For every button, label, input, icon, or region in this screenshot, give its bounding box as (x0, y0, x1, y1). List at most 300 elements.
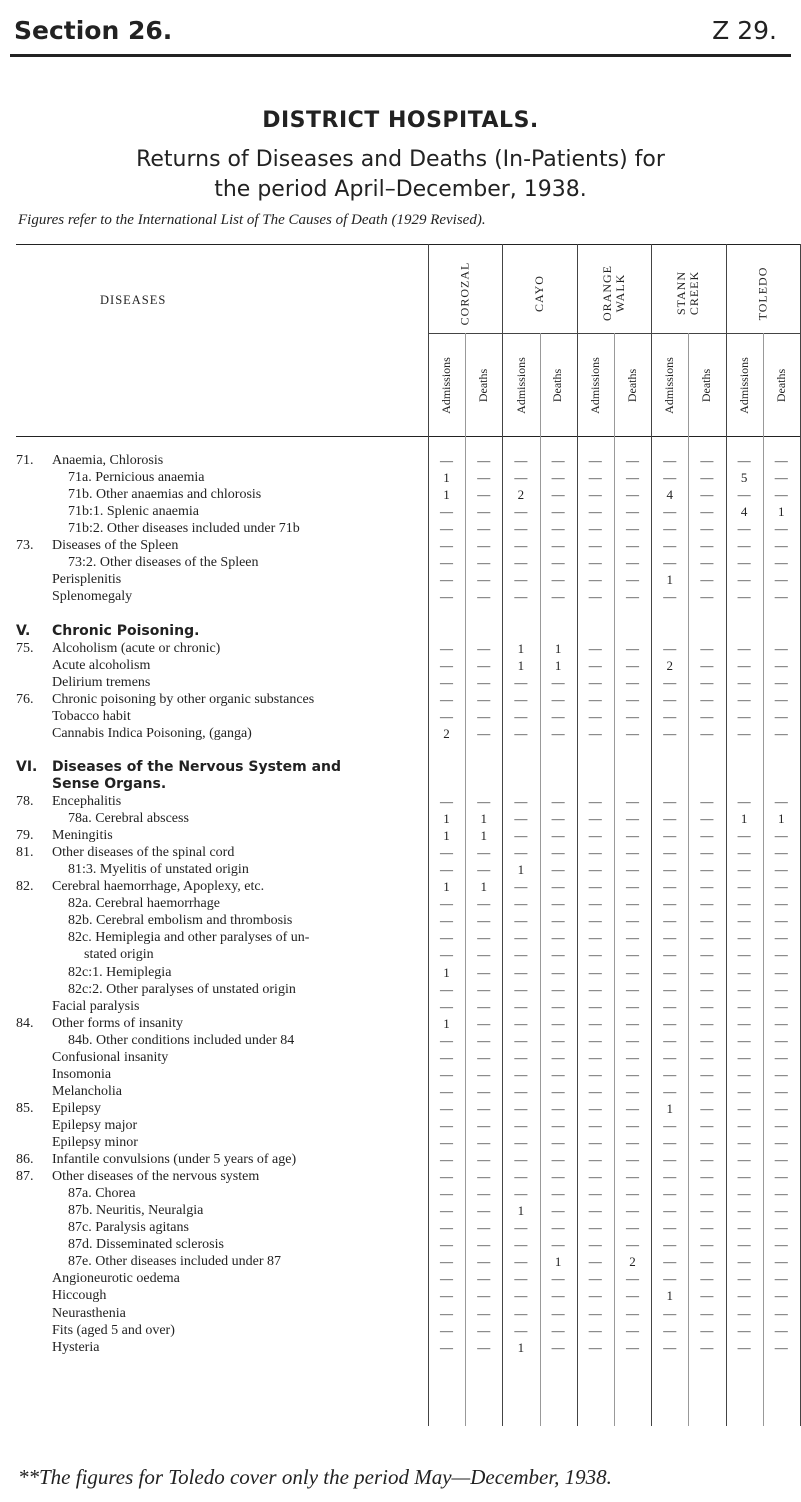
deaths-cell: — (626, 1049, 639, 1065)
admissions-cell: — (737, 913, 751, 929)
table-row (0, 503, 801, 520)
deaths-cell: — (477, 1305, 491, 1321)
deaths-cell: — (774, 1015, 788, 1031)
deaths-cell: — (774, 1066, 788, 1082)
deaths-cell: — (700, 487, 714, 503)
admissions-cell: — (737, 1066, 751, 1082)
admissions-cell: — (663, 811, 677, 827)
admissions-cell: 1 (443, 964, 450, 980)
hospital-name: TOLEDO (755, 266, 770, 320)
admissions-cell: 1 (666, 1288, 673, 1304)
deaths-cell: — (477, 1288, 491, 1304)
admissions-cell: — (588, 487, 602, 503)
deaths-cell: — (477, 981, 491, 997)
disease-label: 82c:1. Hemiplegia (68, 964, 172, 980)
admissions-cell: 1 (443, 828, 450, 844)
hospital-header (726, 258, 800, 328)
admissions-cell: — (514, 572, 528, 588)
deaths-cell: — (626, 913, 639, 929)
admissions-cell: — (737, 947, 751, 963)
deaths-header (763, 340, 800, 430)
deaths-header (540, 340, 577, 430)
table-row (0, 998, 801, 1015)
deaths-cell: — (700, 998, 714, 1014)
deaths-cell: — (477, 725, 491, 741)
deaths-cell: — (551, 794, 565, 809)
deaths-cell: 2 (629, 1254, 636, 1270)
deaths-cell: — (551, 1305, 565, 1321)
deaths-header (465, 340, 502, 430)
deaths-cell: — (774, 930, 788, 946)
table-row (0, 1287, 801, 1304)
disease-label: Acute alcoholism (52, 657, 151, 673)
table-row (0, 1049, 801, 1066)
deaths-cell: — (626, 657, 639, 673)
deaths-cell: — (626, 521, 639, 537)
deaths-cell: — (774, 470, 788, 486)
deaths-cell: — (700, 538, 714, 554)
admissions-cell: — (514, 1083, 528, 1099)
admissions-cell: — (737, 964, 751, 980)
deaths-cell: — (626, 1066, 639, 1082)
deaths-cell: — (551, 555, 565, 571)
deaths-cell: — (626, 1322, 639, 1338)
deaths-cell: — (774, 1339, 788, 1355)
deaths-cell: — (774, 725, 788, 741)
deaths-cell: — (477, 691, 491, 707)
admissions-cell: — (663, 453, 677, 468)
deaths-cell: — (700, 947, 714, 963)
table-row (0, 1219, 801, 1236)
admissions-cell: — (514, 725, 528, 741)
admissions-cell: 1 (443, 811, 450, 827)
table-row (0, 1339, 801, 1356)
admissions-cell: — (514, 947, 528, 963)
admissions-cell: — (737, 998, 751, 1014)
admissions-cell: — (588, 708, 602, 724)
disease-label: Hysteria (52, 1339, 100, 1355)
disease-label: Cerebral haemorrhage, Apoplexy, etc. (52, 879, 265, 895)
admissions-cell: — (514, 1135, 528, 1150)
admissions-cell: — (588, 470, 602, 486)
admissions-cell: 1 (740, 811, 748, 827)
admissions-cell: — (588, 1083, 602, 1099)
admissions-cell: — (663, 1135, 677, 1150)
admissions-cell: — (440, 981, 453, 997)
table-row (0, 520, 801, 537)
deaths-cell: — (477, 1271, 491, 1287)
table-row (0, 657, 801, 674)
deaths-cell: — (774, 862, 788, 878)
admissions-cell: — (440, 453, 453, 468)
deaths-cell: — (626, 538, 639, 554)
admissions-cell: — (737, 572, 751, 588)
admissions-cell: — (440, 691, 453, 707)
admissions-cell: — (440, 1322, 453, 1338)
admissions-cell: 1 (517, 1339, 525, 1355)
table-row (0, 1270, 801, 1287)
table-row (0, 605, 801, 622)
admissions-cell: — (440, 1237, 453, 1253)
deaths-cell: — (774, 1100, 788, 1116)
admissions-cell: — (588, 1288, 602, 1304)
deaths-cell: — (774, 589, 788, 605)
admissions-cell: — (663, 725, 677, 741)
subheader-label: Deaths (476, 368, 491, 402)
admissions-cell: — (737, 794, 751, 809)
table-row (0, 1117, 801, 1134)
table-row (0, 1253, 801, 1270)
disease-label: Chronic Poisoning. (52, 622, 200, 639)
disease-label: 82c. Hemiplegia and other paralyses of un- (68, 930, 310, 946)
admissions-cell: — (663, 1083, 677, 1099)
section-label: Section 26. (14, 16, 173, 45)
admissions-cell: — (588, 1100, 602, 1116)
row-number: 76. (16, 691, 34, 707)
deaths-cell: — (626, 1117, 639, 1133)
admissions-cell: — (440, 521, 453, 537)
admissions-cell: — (663, 589, 677, 605)
hospital-name: ORANGE WALK (599, 265, 627, 321)
admissions-cell: — (663, 1237, 677, 1253)
deaths-cell: — (551, 998, 565, 1014)
admissions-cell: — (737, 1186, 751, 1202)
table-row (0, 793, 801, 810)
admissions-cell: 4 (666, 487, 673, 503)
admissions-cell: — (588, 640, 602, 656)
deaths-cell: — (774, 555, 788, 571)
admissions-cell: — (588, 1220, 602, 1236)
deaths-cell: — (626, 1220, 639, 1236)
deaths-cell: — (477, 1254, 491, 1270)
table-row (0, 588, 801, 605)
admissions-cell: — (514, 998, 528, 1014)
disease-label: 82a. Cerebral haemorrhage (68, 896, 220, 912)
deaths-cell: — (477, 657, 491, 673)
admissions-cell: — (588, 572, 602, 588)
deaths-cell: — (626, 708, 639, 724)
deaths-cell: — (700, 1117, 714, 1133)
deaths-cell: — (477, 794, 491, 809)
admissions-cell: 1 (443, 487, 450, 503)
admissions-cell: — (737, 845, 751, 861)
row-number: 82. (16, 879, 34, 895)
admissions-cell: — (588, 1322, 602, 1338)
deaths-cell: — (774, 1322, 788, 1338)
table-row (0, 469, 801, 486)
deaths-cell: — (551, 1322, 565, 1338)
deaths-cell: — (774, 487, 788, 503)
deaths-header (688, 340, 725, 430)
deaths-cell: — (477, 1322, 491, 1338)
disease-label: 78a. Cerebral abscess (68, 811, 189, 827)
deaths-cell: — (774, 1117, 788, 1133)
admissions-cell: — (588, 1015, 602, 1031)
deaths-cell: — (477, 896, 491, 912)
table-row (0, 640, 801, 657)
deaths-cell: — (477, 708, 491, 724)
admissions-cell: — (737, 1203, 751, 1219)
deaths-cell: — (700, 811, 714, 827)
admissions-cell: — (663, 674, 677, 690)
admissions-cell: — (440, 1271, 453, 1287)
table-row (0, 554, 801, 571)
deaths-cell: — (626, 1339, 639, 1355)
deaths-cell: — (700, 1220, 714, 1236)
disease-label: 71b:1. Splenic anaemia (68, 504, 200, 520)
admissions-cell: — (663, 1339, 677, 1355)
disease-label: 81:3. Myelitis of unstated origin (68, 862, 249, 878)
deaths-cell: — (700, 981, 714, 997)
admissions-cell: — (514, 1322, 528, 1338)
deaths-cell: — (477, 1083, 491, 1099)
admissions-cell: — (588, 794, 602, 809)
admissions-cell: — (440, 1152, 453, 1168)
row-number: 84. (16, 1015, 34, 1031)
deaths-cell: — (774, 1135, 788, 1150)
deaths-cell: — (477, 1339, 491, 1355)
admissions-cell: — (737, 1169, 751, 1185)
table-row (0, 1151, 801, 1168)
hospital-name: COROZAL (457, 261, 472, 325)
deaths-cell: — (700, 640, 714, 656)
admissions-cell: 1 (517, 640, 525, 656)
admissions-cell: — (440, 1066, 453, 1082)
admissions-cell: — (663, 828, 677, 844)
table-row (0, 1032, 801, 1049)
admissions-cell: — (514, 1100, 528, 1116)
deaths-cell: — (626, 1083, 639, 1099)
deaths-cell: — (626, 487, 639, 503)
admissions-cell: — (440, 589, 453, 605)
hospital-header (577, 258, 651, 328)
admissions-cell: — (588, 1049, 602, 1065)
deaths-cell: — (774, 998, 788, 1014)
admissions-cell: — (440, 657, 453, 673)
subheader-label: Admissions (513, 356, 528, 414)
table-row (0, 895, 801, 912)
deaths-cell: — (700, 896, 714, 912)
deaths-cell: — (700, 572, 714, 588)
table-row (0, 1202, 801, 1219)
admissions-cell: — (737, 555, 751, 571)
admissions-cell: — (588, 947, 602, 963)
admissions-header (726, 340, 763, 430)
deaths-cell: — (774, 1220, 788, 1236)
disease-label: Delirium tremens (52, 674, 151, 690)
deaths-cell: — (700, 1254, 714, 1270)
deaths-cell: — (700, 1083, 714, 1099)
deaths-cell: — (626, 794, 639, 809)
deaths-cell: — (700, 504, 714, 520)
hospital-name: STANN CREEK (674, 270, 702, 316)
deaths-cell: — (551, 1169, 565, 1185)
admissions-cell: — (588, 1066, 602, 1082)
deaths-cell: — (700, 1100, 714, 1116)
deaths-cell: — (626, 981, 639, 997)
admissions-cell: — (663, 862, 677, 878)
deaths-cell: — (774, 947, 788, 963)
admissions-cell: — (588, 674, 602, 690)
deaths-cell: — (626, 1152, 639, 1168)
deaths-cell: — (626, 947, 639, 963)
admissions-cell: — (514, 1288, 528, 1304)
admissions-cell: — (737, 1032, 751, 1048)
admissions-cell: — (663, 845, 677, 861)
deaths-cell: — (626, 828, 639, 844)
admissions-cell: — (440, 1203, 453, 1219)
admissions-cell: 2 (517, 487, 525, 503)
admissions-cell: — (440, 1186, 453, 1202)
deaths-cell: — (700, 1049, 714, 1065)
deaths-cell: — (626, 879, 639, 895)
deaths-cell: — (700, 1288, 714, 1304)
admissions-cell: — (663, 555, 677, 571)
deaths-cell: — (551, 1100, 565, 1116)
disease-label: Tobacco habit (52, 708, 131, 724)
admissions-cell: — (514, 1237, 528, 1253)
deaths-cell: — (477, 640, 491, 656)
admissions-cell: — (588, 930, 602, 946)
admissions-cell: — (737, 1237, 751, 1253)
admissions-cell: — (737, 1083, 751, 1099)
deaths-cell: — (626, 470, 639, 486)
admissions-cell: — (588, 998, 602, 1014)
admissions-cell: — (588, 896, 602, 912)
deaths-cell: — (477, 845, 491, 861)
deaths-cell: — (774, 1203, 788, 1219)
deaths-cell: — (551, 674, 565, 690)
deaths-cell: — (700, 913, 714, 929)
table-row (0, 964, 801, 981)
admissions-cell: — (440, 674, 453, 690)
deaths-cell: — (477, 504, 491, 520)
deaths-cell: — (551, 1032, 565, 1048)
deaths-cell: — (626, 1135, 639, 1150)
table-row (0, 725, 801, 742)
admissions-cell: — (514, 930, 528, 946)
deaths-cell: — (626, 589, 639, 605)
deaths-cell: — (774, 674, 788, 690)
deaths-cell: — (700, 1032, 714, 1048)
subheader-label: Admissions (439, 356, 453, 414)
deaths-cell: — (551, 930, 565, 946)
admissions-cell: — (737, 1220, 751, 1236)
row-number: 75. (16, 640, 34, 656)
admissions-cell: — (737, 1100, 751, 1116)
deaths-cell: — (477, 913, 491, 929)
deaths-cell: — (774, 1288, 788, 1304)
disease-label: Anaemia, Chlorosis (52, 453, 164, 468)
deaths-cell: — (551, 1288, 565, 1304)
deaths-cell: — (626, 555, 639, 571)
disease-label: Fits (aged 5 and over) (52, 1322, 175, 1338)
disease-label: Chronic poisoning by other organic substances (52, 691, 315, 707)
subheader-label: Admissions (662, 356, 677, 414)
admissions-cell: — (663, 1049, 677, 1065)
deaths-cell: — (551, 470, 565, 486)
disease-label: Angioneurotic oedema (52, 1271, 180, 1287)
admissions-cell: — (514, 1032, 528, 1048)
disease-label: 87a. Chorea (68, 1186, 136, 1202)
admissions-cell: — (514, 845, 528, 861)
admissions-cell: — (440, 1220, 453, 1236)
admissions-cell: — (514, 691, 528, 707)
admissions-cell: — (514, 1049, 528, 1065)
admissions-cell: — (663, 1254, 677, 1270)
deaths-cell: — (551, 913, 565, 929)
hospital-name: CAYO (531, 274, 546, 312)
deaths-cell: — (477, 964, 491, 980)
deaths-cell: — (700, 845, 714, 861)
row-number: 81. (16, 845, 34, 861)
row-number: V. (16, 622, 31, 639)
deaths-cell: — (774, 1186, 788, 1202)
deaths-cell: — (551, 521, 565, 537)
hospital-header (428, 258, 502, 328)
admissions-cell: — (588, 1032, 602, 1048)
disease-label: Cannabis Indica Poisoning, (ganga) (52, 725, 252, 741)
admissions-cell: — (440, 708, 453, 724)
deaths-cell: — (774, 828, 788, 844)
disease-label: Facial paralysis (52, 998, 140, 1014)
deaths-cell: — (700, 930, 714, 946)
admissions-header (577, 340, 614, 430)
disease-label: 87e. Other diseases included under 87 (68, 1254, 282, 1270)
admissions-cell: — (514, 896, 528, 912)
admissions-cell: — (440, 1254, 453, 1270)
admissions-cell: — (737, 1117, 751, 1133)
admissions-cell: — (737, 1322, 751, 1338)
deaths-cell: 1 (778, 504, 785, 520)
admissions-cell: 1 (443, 470, 450, 486)
deaths-cell: — (774, 572, 788, 588)
admissions-cell: — (514, 538, 528, 554)
admissions-cell: — (588, 1186, 602, 1202)
table-row (0, 452, 801, 469)
disease-label: stated origin (84, 947, 154, 963)
deaths-cell: — (700, 589, 714, 605)
table-row (0, 537, 801, 554)
table-row (0, 810, 801, 827)
admissions-cell: — (514, 1220, 528, 1236)
deaths-cell: — (700, 879, 714, 895)
admissions-cell: — (440, 794, 453, 809)
admissions-cell: — (440, 1288, 453, 1304)
deaths-cell: — (700, 470, 714, 486)
deaths-cell: — (551, 725, 565, 741)
admissions-cell: — (663, 538, 677, 554)
disease-label: Perisplenitis (52, 572, 122, 588)
admissions-cell: — (440, 1169, 453, 1185)
disease-label: Neurasthenia (52, 1305, 126, 1321)
hospital-header (651, 258, 725, 328)
admissions-cell: 5 (740, 470, 748, 486)
deaths-cell: — (774, 453, 788, 468)
admissions-cell: — (440, 1083, 453, 1099)
row-number: 79. (16, 828, 34, 844)
disease-label: Epilepsy minor (52, 1135, 138, 1150)
admissions-cell: — (440, 572, 453, 588)
row-number: 87. (16, 1169, 34, 1185)
admissions-cell: — (514, 504, 528, 520)
deaths-cell: — (774, 964, 788, 980)
subheader-label: Deaths (624, 368, 639, 402)
admissions-cell: — (440, 1049, 453, 1065)
admissions-cell: — (514, 913, 528, 929)
deaths-cell: — (551, 1186, 565, 1202)
disease-label: Alcoholism (acute or chronic) (52, 640, 221, 656)
